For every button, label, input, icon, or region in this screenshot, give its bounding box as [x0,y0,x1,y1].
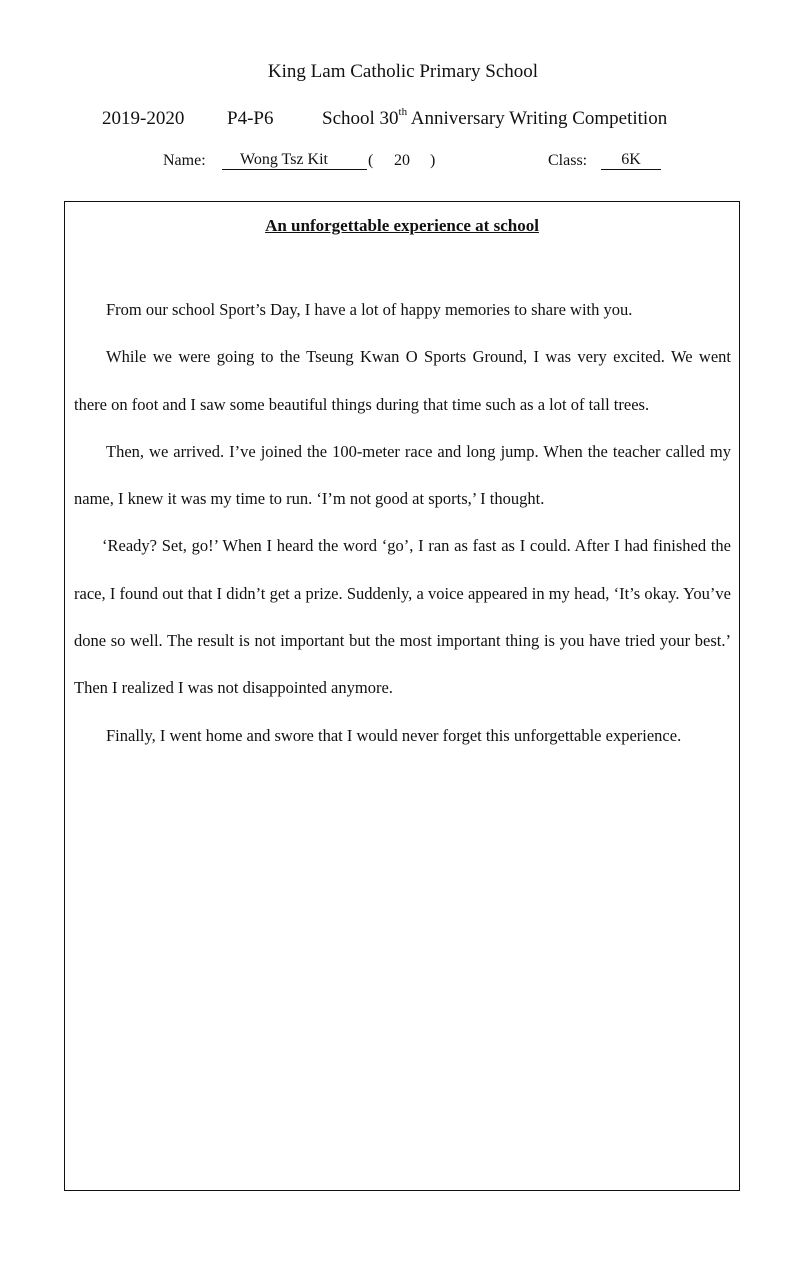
essay-paragraph: While we were going to the Tseung Kwan O Sports Ground, I was very excited. We went there on foot and I saw some beautiful things during that time such as a lot of tall trees. [74,347,731,414]
essay-title: An unforgettable experience at school [265,216,539,235]
school-name: King Lam Catholic Primary School [267,61,539,82]
class-number-open-paren: ( [368,152,374,169]
competition-title-superscript: th [398,106,408,118]
essay-box [64,201,740,1191]
class-number: 20 [394,152,410,169]
class-number-close-paren: ) [430,152,436,169]
grade-level: P4-P6 [227,108,274,129]
class-label: Class: [548,152,588,169]
class-value: 6K [601,150,661,170]
essay-paragraph: From our school Sport’s Day, I have a lot of happy memories to share with you. [106,300,633,319]
name-label: Name: [163,152,206,169]
name-value: Wong Tsz Kit [222,150,367,170]
essay-paragraph: ‘Ready? Set, go!’ When I heard the word ‘go’, I ran as fast as I could. After I had finished the race, I found out that I didn’t get a prize. Suddenly, a voice appeared in my head, ‘It’s okay. You’ve done so well. The result is not important but the most important thing is you have tried your best.’ Then I realized I was not disappointed anymore. [74,536,731,698]
competition-title-prefix: School 30 [322,108,399,129]
essay-paragraph: Finally, I went home and swore that I would never forget this unforgettable experience. [106,725,682,745]
competition-title [322,106,667,132]
essay-body [74,286,731,759]
competition-title-suffix: Anniversary Writing Competition [407,108,668,129]
academic-year: 2019-2020 [102,108,185,129]
essay-paragraph: Then, we arrived. I’ve joined the 100-meter race and long jump. When the teacher called my name, I knew it was my time to run. ‘I’m not good at sports,’ I thought. [74,441,731,509]
